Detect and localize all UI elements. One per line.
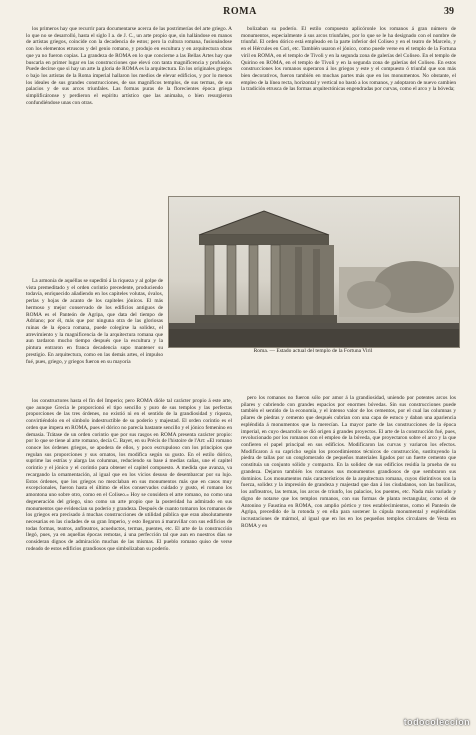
left-column <box>26 26 232 716</box>
temple-cella-wall <box>274 245 334 315</box>
temple-column <box>249 245 258 317</box>
photo-foreground <box>169 329 459 347</box>
watermark: todocoleccion <box>403 717 470 727</box>
right-column-top-text <box>241 26 456 201</box>
left-column-bottom-text <box>26 398 232 553</box>
running-head: ROMA <box>223 6 257 17</box>
right-column <box>241 26 456 716</box>
page-header <box>26 6 454 22</box>
temple-entablature <box>199 235 329 245</box>
paragraph: pero los romanos no fueron sólo por amor á la grandiosidad, uniendo por potentes arcos los pilares y cubriendo con grandes espacios por enormes bóvedas. Sin sus construcciones puede también el sentido de la economía, y el intenso valor de los cementos, por el cual las columnas y pilares de piedras y cemento que después cubrían con una capa de estuco y daban una apariencia espléndida á monumentos que la merecían. La mayor parte de las construcciones de la época imperial, en cuyo desarrollo se dió origen á grandes proyectos. El arte de la construcción fué, pues, revolucionado por los romanos con el empleo de la bóveda, que proyectaron sobre el arco y la que confieren el papel principal en sus edificios. Modificaron las curvas y variaron los efectos. Modificaron á su capricho según los procedimientos técnicos de construcción, sustituyendo la piedra de tallas por un conglomerado de pequeños materiales ligados por un fuerte cemento que constituía un conjunto sólido y compacto. En la solidez de sus edificios residía la prueba de su grandeza. Dejaron también los romanos sus monumentos grandiosos de que sembraron sus dominios. Los monumentos más característicos de la arquitectura romana, cuyos distintivos son la fuerza, solidez y la impresión de grandeza y majestad que dan á los ciudadanos, son las basílicas, los anfiteatros, las termas, los arcos de triunfo, los palacios, los puentes, etc. Nada más variado y digno de notarse que los templos romanos, con sus formas de planta rectangular, como el de Antonino y Faustina en ROMA, con amplio pórtico y tres establecimientos, como el Panteón de Agripa, precedido de la rotonda y en ella para sostener la cúpula monumental y espléndidas incrustaciones de mármol, al igual que en los en los pequeños templos circulares de Vesta en ROMA y en <box>241 395 456 529</box>
temple-illustration <box>169 197 459 347</box>
paragraph: los constructores hasta el fin del Imperio; pero ROMA dióle tal carácter propio á este arte, que aunque Grecia le proporcionó el tipo sencillo y puro de sus templos y las perfectas proporciones de las tres órdenes, no existió ni en el sentido de la grandiosidad y riqueza, convirtiéndolo en el símbolo indestructible de su poderío y majestad. El orden corintio es el orden que impera en ROMA, pues el dórico no parecía bastante sencillo y el jónico femenino en demasía. Trátase de un orden corintio que por sus rasgos en ROMA presenta carácter propio: por lo que se tiene al arte romano, decía C. Bayet, en su Précis de l'histoire de l'Art: «El romano conoce los órdenes griegos, se apodera de ellos, y poco escrupuloso con los principios que regulan sus proporciones y sus ornatos, los modifica según su gusto. En el estilo dórico, suprime las estrías y alarga las columnas, reduciendo su base á medias cañas, une el capitel corintio y el jónico y el corintio para obtener el capitel compuesto. A medida que avanza, va recargando la ornamentación, al igual que en los vicios desuso de desembarcar por su lujo. Estos órdenes, que los griegos no mezclaban en sus monumentos más que en casos muy excepcionales, fueron hasta el último de ellos conservados cuidado y gusto, el romano los amontona uno sobre otro, como en el Coliseo.» Hoy se considera el arte romano, no como una degeneración del griego, sino como un arte propio que la posteridad ha admirado en sus monumentos que evidencian su poderío y grandeza. Después de cuanto tomaron los romanos de los griegos era precisado á muchas construcciones de utilidad pública que eran absolutamente necesarias en las ciudades de su gran Imperio, y esto llegaron á maravillar con sus edificios de todas formas, teatros, anfiteatros, acueductos, termas, puentes, etc. El arte de la construcción llegó, pues, ya en aquellas épocas remotas, á una perfección tal que aun en nuestros días se consideran dignos de admiración muchas de las mismas. El pueblo romano quiso de verse rodeado de estos edificios grandiosos que simbolizaban su poderío. <box>26 398 232 552</box>
temple-column <box>295 247 302 317</box>
temple-pediment <box>199 211 329 235</box>
temple-column <box>205 245 214 317</box>
right-column-bottom-text <box>241 395 456 529</box>
temple-column <box>227 245 236 317</box>
paragraph: los primeros hay que recurrir para documentarse acerca de las postrimerías del arte griego. A lo que no se desarrolló, hasta el siglo I a. de J. C., un arte propio que, sin hallándose en manos de artistas griegos, coincide con la decadencia de estos; pero la cultura romana, fusionándose con los elementos etruscos y del genio romano, y produjo en escultura y en arquitectura obras que ya no fueron copias. La grandeza de ROMA en lo que concierne a las Bellas Artes hay que buscarla en primer lugar en las construcciones que elevó con tanta magnificencia y profusión. Puede decirse que si hay un arte la gloria de ROMA es la arquitectura. En los originales griegos o bajo los artistas de la Roma imperial hallaron los medios de elevar edificios, y por lo menos los ideales de sus grandes construcciones, de sus magníficos templos, de sus termas, de sus palacios y de sus arcos triunfales. Las formas puras de la florecientes época griega simplificáronse y perdieron el espíritu artístico que las animaba, o bien resurgieron confundiéndose unas con otras. <box>26 26 232 106</box>
page-number: 39 <box>444 6 454 17</box>
figure-caption: Roma. — Estado actual del templo de la Fortuna Viril <box>253 348 373 354</box>
paragraph: bolizaban su poderío. El estilo compuesto aplicóronle los romanos á gran número de monumentos, especialmente á sus arcos triunfales, por lo que se le ha designado con el nombre de triunfal. El orden dórico está empleado en la parte inferior del Coliseo y en el teatro de Marcelo, y en el Hércules en Cori, etc. También usaron el jónico, como puede verse en el templo de la Fortuna viril en ROMA, en el templo de Tívoli y en la segunda zona de galerías del Coliseo. En el templo de Quirino en ROMA, en el templo de Tívoli y en la segunda zona de galerías del Coliseo. En estos construcciones los romanos superaron á los griegos y este y el compuesto ó triunfal que son más bien decorativos, fueron también en muchas partes más que en los monumentos. No obstante, el empleo de la línea recta, horizontal y vertical no bastó a los romanos, y adoptaron de nuevo cambien la tradición etrusca de las formas arquitectónicas engendradas por curvas, como el arco y la bóveda; <box>241 26 456 93</box>
tree-foliage <box>347 281 391 309</box>
left-column-wrapped-text <box>26 278 163 398</box>
paragraph: La armonía de aquéllas se supeditó á la riqueza y al golpe de vista premeditado y el orden corintio precedente, produciendo todavía, enriquecido añadiendo en los capiteles volutas, óvalos, perlas y hojas de acanto de los capiteles jónicos. El más hermoso y mejor conservado de los edificios antiguos de ROMA es el Panteón de Agripa, que data del tiempo de Adriano; por él, más que por ninguna otra de las gloriosas ruinas de la época romana, puede colegirse la solidez, el atrevimiento y la magnificencia de la arquitectura romana que aun tardaron mucho tiempo después que la escultura y la pintura entraron en franca decadencia supo mantener su prestigio. En arquitectura, como en las demás artes, el impulso fué, pues, griego, y griegos fueron en su mayoría <box>26 278 163 365</box>
temple-column <box>271 245 280 317</box>
temple-column <box>313 249 320 317</box>
temple-photograph <box>168 196 460 348</box>
